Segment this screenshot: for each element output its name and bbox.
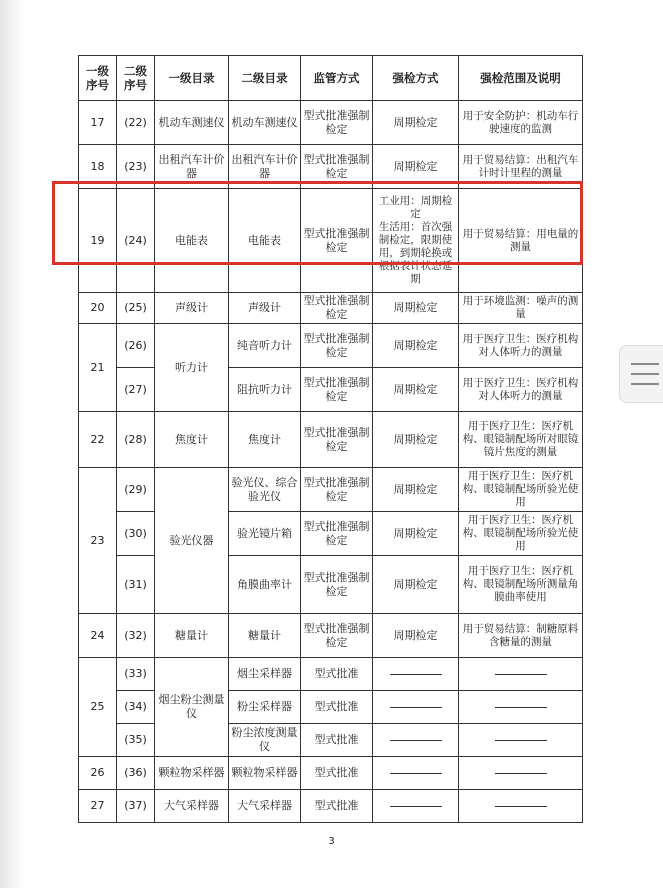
cell-level2-cat: 焦度计 — [229, 412, 301, 468]
cell-level1-no: 25 — [79, 658, 117, 757]
cell-scope: 用于贸易结算：制糖原料含糖量的测量 — [459, 614, 583, 658]
table-row — [79, 368, 583, 412]
cell-level2-no: (36) — [117, 757, 155, 790]
cell-method: 工业用：周期检定 生活用：首次强制检定，限期使用，到期轮换或根据表计状态延期 — [373, 189, 459, 293]
cell-supervision: 型式批准强制检定 — [301, 324, 373, 368]
red-highlight-box — [52, 181, 583, 265]
page-left-shadow — [0, 0, 26, 888]
cell-method: 周期检定 — [373, 293, 459, 324]
cell-level1-cat: 颗粒物采样器 — [155, 757, 229, 790]
cell-scope: 用于医疗卫生：医疗机构、眼镜制配场所验光使用 — [459, 512, 583, 556]
cell-scope-empty — [459, 691, 583, 724]
table-row — [79, 658, 583, 691]
cell-level2-cat: 烟尘采样器 — [229, 658, 301, 691]
cell-level1-cat: 出租汽车计价器 — [155, 145, 229, 189]
table-row — [79, 412, 583, 468]
cell-level2-cat: 阻抗听力计 — [229, 368, 301, 412]
cell-level2-no: (28) — [117, 412, 155, 468]
table-row — [79, 324, 583, 368]
cell-level2-cat: 粉尘采样器 — [229, 691, 301, 724]
cell-level1-cat: 焦度计 — [155, 412, 229, 468]
cell-scope-empty — [459, 658, 583, 691]
cell-method-empty — [373, 724, 459, 757]
cell-scope-empty — [459, 790, 583, 823]
cell-level2-no: (26) — [117, 324, 155, 368]
cell-level1-no: 26 — [79, 757, 117, 790]
cell-level1-no: 24 — [79, 614, 117, 658]
cell-supervision: 型式批准强制检定 — [301, 101, 373, 145]
header-method: 强检方式 — [373, 56, 459, 101]
cell-level2-no: (35) — [117, 724, 155, 757]
cell-level2-cat: 大气采样器 — [229, 790, 301, 823]
table-row — [79, 614, 583, 658]
cell-method-empty — [373, 691, 459, 724]
cell-method: 周期检定 — [373, 368, 459, 412]
cell-level2-no: (33) — [117, 658, 155, 691]
dash-line — [495, 674, 547, 675]
cell-level1-no: 17 — [79, 101, 117, 145]
dash-line — [495, 707, 547, 708]
menu-bar — [631, 363, 659, 365]
table-row — [79, 691, 583, 724]
cell-level2-cat: 颗粒物采样器 — [229, 757, 301, 790]
table-row — [79, 468, 583, 512]
header-level1-cat: 一级目录 — [155, 56, 229, 101]
cell-method-empty — [373, 658, 459, 691]
cell-supervision: 型式批准 — [301, 691, 373, 724]
page-number: 3 — [328, 836, 335, 847]
dash-line — [390, 773, 442, 774]
cell-scope: 用于环境监测：噪声的测量 — [459, 293, 583, 324]
cell-level1-cat: 烟尘粉尘测量仪 — [155, 658, 229, 757]
cell-supervision: 型式批准强制检定 — [301, 556, 373, 614]
header-level1-no: 一级序号 — [79, 56, 117, 101]
cell-level2-cat: 粉尘浓度测量仪 — [229, 724, 301, 757]
metrology-table — [78, 55, 583, 823]
cell-method: 周期检定 — [373, 512, 459, 556]
header-level2-cat: 二级目录 — [229, 56, 301, 101]
cell-method: 周期检定 — [373, 412, 459, 468]
cell-level2-cat: 验光仪、综合验光仪 — [229, 468, 301, 512]
cell-level1-cat: 电能表 — [155, 189, 229, 293]
cell-level1-no: 18 — [79, 145, 117, 189]
cell-level1-cat: 大气采样器 — [155, 790, 229, 823]
table-row — [79, 556, 583, 614]
dash-line — [390, 806, 442, 807]
cell-level1-no: 19 — [79, 189, 117, 293]
cell-level2-cat: 出租汽车计价器 — [229, 145, 301, 189]
cell-level2-no: (32) — [117, 614, 155, 658]
cell-method: 周期检定 — [373, 468, 459, 512]
cell-level2-cat: 角膜曲率计 — [229, 556, 301, 614]
cell-level1-no: 21 — [79, 324, 117, 412]
cell-level2-cat: 验光镜片箱 — [229, 512, 301, 556]
cell-level2-cat: 声级计 — [229, 293, 301, 324]
cell-level2-cat: 电能表 — [229, 189, 301, 293]
cell-level2-no: (24) — [117, 189, 155, 293]
cell-level2-no: (31) — [117, 556, 155, 614]
dash-line — [495, 740, 547, 741]
dash-line — [390, 740, 442, 741]
cell-scope: 用于医疗卫生：医疗机构、眼镜制配场所验光使用 — [459, 468, 583, 512]
menu-bar — [631, 383, 659, 385]
table-row — [79, 101, 583, 145]
cell-level2-no: (34) — [117, 691, 155, 724]
cell-method-empty — [373, 757, 459, 790]
cell-level2-no: (37) — [117, 790, 155, 823]
cell-supervision: 型式批准 — [301, 790, 373, 823]
cell-level1-cat: 糖量计 — [155, 614, 229, 658]
table-row — [79, 512, 583, 556]
cell-supervision: 型式批准强制检定 — [301, 512, 373, 556]
hamburger-menu-icon[interactable] — [619, 345, 663, 403]
menu-bar — [631, 373, 659, 375]
cell-level1-no: 23 — [79, 468, 117, 614]
cell-supervision: 型式批准 — [301, 724, 373, 757]
cell-level1-no: 22 — [79, 412, 117, 468]
dash-line — [390, 707, 442, 708]
cell-scope: 用于医疗卫生：医疗机构对人体听力的测量 — [459, 368, 583, 412]
cell-scope-empty — [459, 724, 583, 757]
cell-method: 周期检定 — [373, 145, 459, 189]
cell-scope: 用于安全防护：机动车行驶速度的监测 — [459, 101, 583, 145]
cell-level2-no: (22) — [117, 101, 155, 145]
cell-level1-cat: 声级计 — [155, 293, 229, 324]
cell-supervision: 型式批准 — [301, 658, 373, 691]
cell-level2-no: (23) — [117, 145, 155, 189]
table-header-row — [79, 56, 583, 101]
cell-supervision: 型式批准强制检定 — [301, 368, 373, 412]
cell-level2-no: (27) — [117, 368, 155, 412]
dash-line — [495, 773, 547, 774]
table-row — [79, 757, 583, 790]
cell-method: 周期检定 — [373, 101, 459, 145]
cell-scope: 用于贸易结算：用电量的测量 — [459, 189, 583, 293]
cell-method: 周期检定 — [373, 324, 459, 368]
cell-scope-empty — [459, 757, 583, 790]
dash-line — [495, 806, 547, 807]
table-row — [79, 790, 583, 823]
cell-scope: 用于贸易结算：出租汽车计时计里程的测量 — [459, 145, 583, 189]
cell-level2-cat: 糖量计 — [229, 614, 301, 658]
cell-level2-no: (29) — [117, 468, 155, 512]
cell-scope: 用于医疗卫生：医疗机构、眼镜制配场所测量角膜曲率使用 — [459, 556, 583, 614]
cell-supervision: 型式批准强制检定 — [301, 468, 373, 512]
cell-level1-no: 20 — [79, 293, 117, 324]
header-scope: 强检范围及说明 — [459, 56, 583, 101]
cell-level2-no: (25) — [117, 293, 155, 324]
cell-level2-cat: 机动车测速仪 — [229, 101, 301, 145]
cell-method: 周期检定 — [373, 614, 459, 658]
cell-supervision: 型式批准强制检定 — [301, 412, 373, 468]
cell-level1-no: 27 — [79, 790, 117, 823]
cell-supervision: 型式批准强制检定 — [301, 614, 373, 658]
header-level2-no: 二级序号 — [117, 56, 155, 101]
dash-line — [390, 674, 442, 675]
cell-level2-cat: 纯音听力计 — [229, 324, 301, 368]
cell-scope: 用于医疗卫生：医疗机构、眼镜制配场所对眼镜镜片焦度的测量 — [459, 412, 583, 468]
cell-supervision: 型式批准强制检定 — [301, 293, 373, 324]
cell-level1-cat: 机动车测速仪 — [155, 101, 229, 145]
cell-supervision: 型式批准 — [301, 757, 373, 790]
header-supervision: 监管方式 — [301, 56, 373, 101]
cell-method: 周期检定 — [373, 556, 459, 614]
cell-supervision: 型式批准强制检定 — [301, 189, 373, 293]
cell-supervision: 型式批准强制检定 — [301, 145, 373, 189]
cell-method-empty — [373, 790, 459, 823]
cell-level2-no: (30) — [117, 512, 155, 556]
cell-scope: 用于医疗卫生：医疗机构对人体听力的测量 — [459, 324, 583, 368]
table-row — [79, 724, 583, 757]
cell-level1-cat: 验光仪器 — [155, 468, 229, 614]
table-row — [79, 293, 583, 324]
cell-level1-cat: 听力计 — [155, 324, 229, 412]
